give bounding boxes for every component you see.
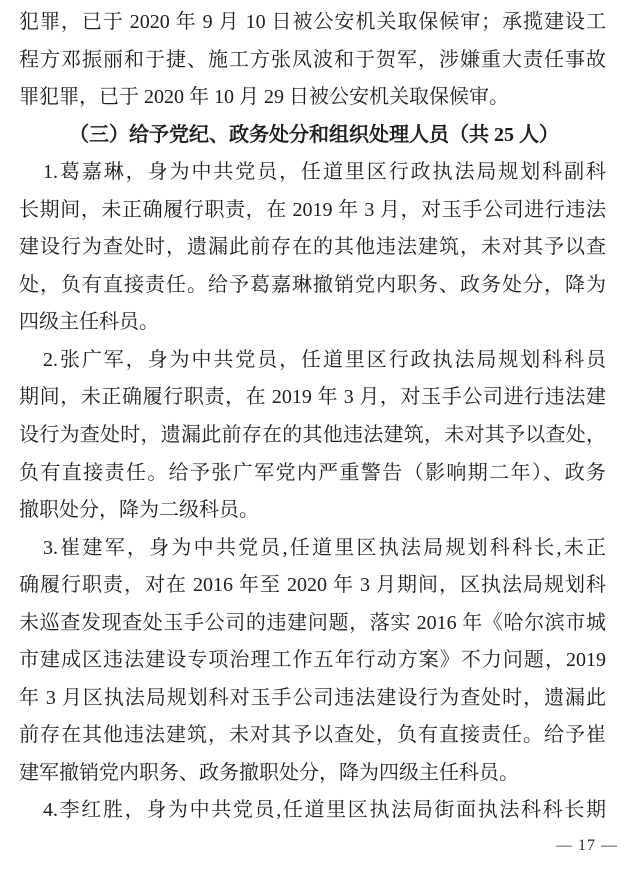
text-line: 撤职处分，降为二级科员。 (19, 499, 259, 522)
text-line: 罪犯罪，已于 2020 年 10 月 29 日被公安机关取保候审。 (19, 86, 509, 109)
text-line: 3.崔建军，身为中共党员,任道里区执法局规划科科长,未正 (43, 536, 606, 559)
text-line: 建设行为查处时，遗漏此前存在的其他违法建筑，未对其予以查 (19, 236, 606, 259)
text-line: 年 3 月区执法局规划科对玉手公司违法建设行为查处时，遗漏此 (19, 686, 606, 709)
text-line: 4.李红胜，身为中共党员,任道里区执法局街面执法科科长期 (43, 799, 606, 822)
text-line: 未巡查发现查处玉手公司的违建问题，落实 2016 年《哈尔滨市城 (19, 611, 606, 634)
text-line: 四级主任科员。 (19, 311, 159, 334)
text-line: 负有直接责任。给予张广军党内严重警告（影响期二年）、政务 (19, 461, 606, 484)
text-line: 建军撤销党内职务、政务撤职处分，降为四级主任科员。 (19, 761, 519, 784)
text-line: 设行为查处时，遗漏此前存在的其他违法建筑，未对其予以查处， (19, 424, 606, 447)
text-line: 2.张广军，身为中共党员，任道里区行政执法局规划科科员 (43, 348, 606, 371)
text-line: 长期间，未正确履行职责，在 2019 年 3 月，对玉手公司进行违法 (19, 198, 606, 221)
text-line: 处，负有直接责任。给予葛嘉琳撤销党内职务、政务处分，降为 (19, 273, 606, 296)
text-line: 程方邓振丽和于捷、施工方张凤波和于贺军，涉嫌重大责任事故 (19, 48, 606, 71)
text-line: 前存在其他违法建筑，未对其予以查处，负有直接责任。给予崔 (19, 724, 606, 747)
text-line: 1.葛嘉琳，身为中共党员，任道里区行政执法局规划科副科 (43, 161, 606, 184)
text-line: 确履行职责，对在 2016 年至 2020 年 3 月期间，区执法局规划科 (19, 574, 606, 597)
text-line: 期间，未正确履行职责，在 2019 年 3 月，对玉手公司进行违法建 (19, 386, 606, 409)
section-heading: （三）给予党纪、政务处分和组织处理人员（共 25 人） (69, 123, 559, 146)
text-line: 市建成区违法建设专项治理工作五年行动方案》不力问题，2019 (19, 649, 606, 672)
text-line: 犯罪，已于 2020 年 9 月 10 日被公安机关取保候审；承揽建设工 (19, 11, 606, 33)
page-number: — 17 — (556, 837, 618, 855)
